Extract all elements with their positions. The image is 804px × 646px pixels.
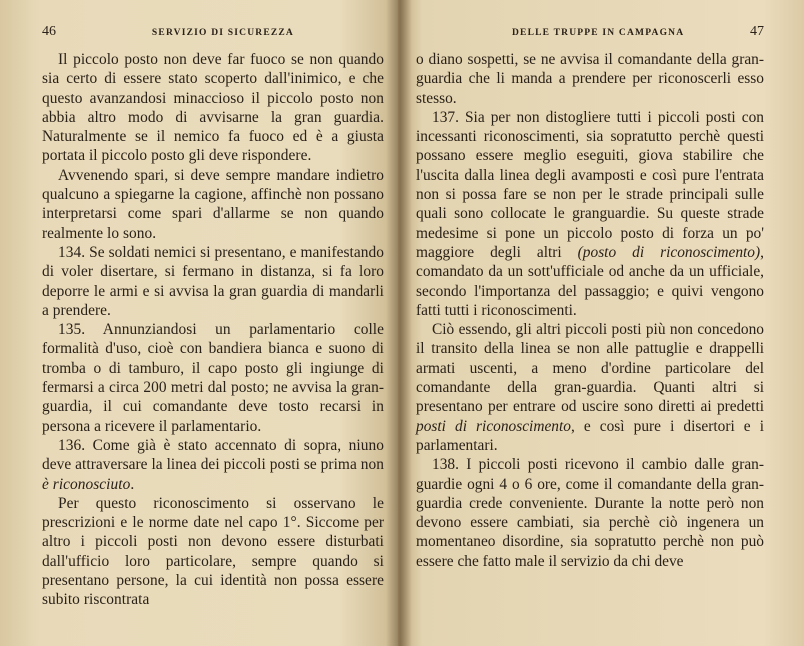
- paragraph-text-end: , comandato da un sott'ufficiale od anche da un ufficiale, secondo l'importanza del passaggio; e quivi vengono fatti tutti i riconoscimenti.: [416, 243, 764, 319]
- running-head: SERVIZIO DI SICUREZZA: [151, 28, 294, 38]
- paragraph: [416, 108, 764, 320]
- italic-phrase: posti di riconoscimento: [416, 417, 571, 435]
- page-number: 46: [42, 24, 56, 39]
- paragraph: [42, 320, 384, 436]
- paragraph-text: o diano sospetti, se ne avvisa il comandante della gran-guardia che li manda a prendere per riconoscerli esso stesso.: [416, 51, 764, 107]
- italic-phrase: è riconosciuto: [42, 475, 131, 493]
- page-body: [416, 50, 764, 571]
- paragraph: [42, 243, 384, 320]
- page-body: [42, 50, 384, 610]
- paragraph: [42, 494, 384, 610]
- left-page: [0, 0, 398, 646]
- paragraph-text: 134. Se soldati nemici si presentano, e manifestando di voler disertare, si fermano in distanza, si fa loro deporre le armi e si avvisa la gran guardia di mandarli a prendere.: [42, 243, 384, 319]
- paragraph: [42, 166, 384, 243]
- paragraph-text: Avvenendo spari, si deve sempre mandare indietro qualcuno a spiegarne la cagione, affinchè non possano interpretarsi come spari d'allarme se non quando realmente lo sono.: [42, 166, 384, 242]
- paragraph-text: 135. Annunziandosi un parlamentario colle formalità d'uso, cioè con bandiera bianca e suono di tromba o di tamburo, il capo posto gli ingiunge di fermarsi a circa 200 metri dal posto; ne avvisa la gran-guardia, il cui comandante deve tosto recarsi in persona a ricevere il parlamentario.: [42, 321, 384, 435]
- paragraph: [42, 50, 384, 166]
- page-header: [42, 24, 384, 44]
- page-number: 47: [750, 24, 764, 39]
- paragraph: [42, 436, 384, 494]
- paragraph: [416, 455, 764, 571]
- right-page: [398, 0, 804, 646]
- paragraph-text: 138. I piccoli posti ricevono il cambio dalle gran-guardie ogni 4 o 6 ore, come il comandante della gran-guardia crede conveniente. Durante la notte però non devono essere cambiati, sia perchè ciò ingenera un momentaneo disordine, sia sopratutto perchè non può essere che fatto male il servizio da chi deve: [416, 456, 764, 570]
- paragraph-text-end: .: [130, 475, 135, 493]
- paragraph-text: Per questo riconoscimento si osservano le prescrizioni e le norme date nel capo 1°. Siccome per altro i piccoli posti non devono essere disturbati dall'ufficio loro particolare, sempre quando si presentano persone, la cui identità non possa essere subito riscontrata: [42, 494, 384, 609]
- paragraph-text: 137. Sia per non distogliere tutti i piccoli posti con incessanti riconoscimenti, sia sopratutto perchè questi possano essere meglio eseguiti, giova stabilire che l'uscita dalla linea degli avamposti e così pure l'entrata non si possa fare se non per le strade principali sulle quali sono collocate le granguardie. Su queste strade medesime si pone un piccolo posto di forza un po' maggiore degli altri: [416, 108, 764, 261]
- page-header: [416, 24, 764, 44]
- paragraph: [416, 320, 764, 455]
- paragraph-text: Ciò essendo, gli altri piccoli posti più non concedono il transito della linea se non alle pattuglie e drappelli armati uscenti, a meno d'ordine particolare del comandante della gran-guardia. Quanti altri si presentano per entrare od uscire sono diretti ai predetti: [416, 321, 764, 416]
- italic-phrase: (posto di riconoscimento): [577, 243, 761, 261]
- paragraph: [416, 50, 764, 108]
- paragraph-text: Il piccolo posto non deve far fuoco se non quando sia certo di essere stato scoperto dall'inimico, e che questo avanzandosi minaccioso il piccolo posto non abbia altro modo di avvisarne la gran guardia. Naturalmente se il nemico fa fuoco ed è a giusta portata il piccolo posto gli deve rispondere.: [42, 51, 384, 165]
- paragraph-text-end: , e così pure i disertori e i parlamentari.: [416, 417, 764, 454]
- paragraph-text: 136. Come già è stato accennato di sopra, niuno deve attraversare la linea dei piccoli posti se prima non: [42, 436, 384, 474]
- running-head: DELLE TRUPPE IN CAMPAGNA: [512, 28, 685, 38]
